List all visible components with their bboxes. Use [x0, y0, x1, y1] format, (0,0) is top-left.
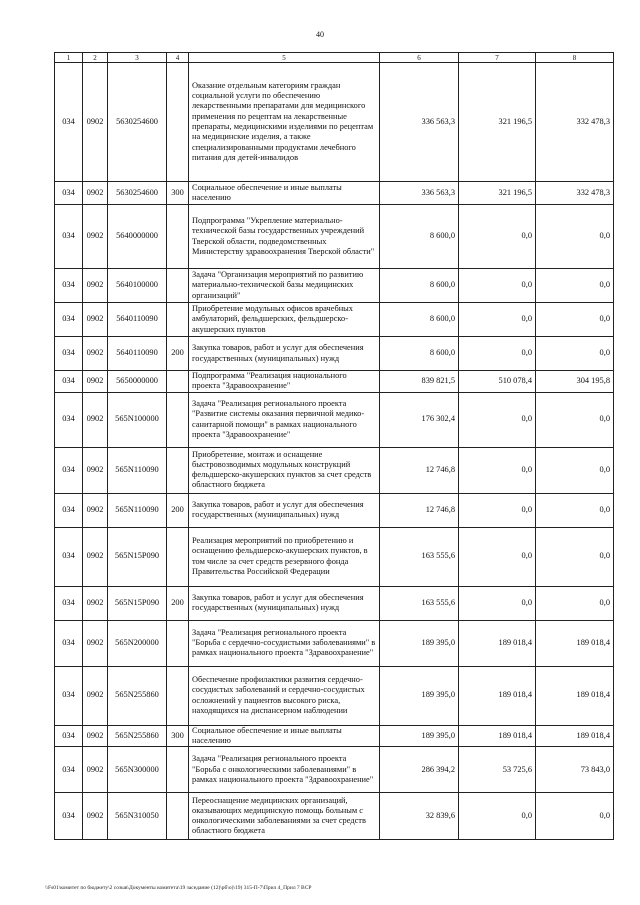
ministry-code-cell: 034 — [55, 527, 83, 586]
ministry-code-cell: 034 — [55, 303, 83, 337]
target-article-cell: 5630254600 — [108, 182, 167, 205]
section-code-cell: 0902 — [83, 586, 108, 620]
amount-year2-cell: 321 196,5 — [459, 63, 536, 182]
amount-year1-cell: 163 555,6 — [380, 586, 459, 620]
description-cell: Переоснащение медицинских организаций, оказывающих медицинскую помощь больным с онкологическими заболеваниями за счет средств областного бюджета — [189, 793, 380, 840]
description-cell: Задача "Организация мероприятий по развитию материально-технической базы медицинских организаций" — [189, 269, 380, 303]
amount-year1-cell: 189 395,0 — [380, 620, 459, 666]
section-code-cell: 0902 — [83, 725, 108, 747]
header-cell: 5 — [189, 53, 380, 63]
amount-year3-cell: 332 478,3 — [536, 63, 614, 182]
target-article-cell: 5640110090 — [108, 303, 167, 337]
header-cell: 6 — [380, 53, 459, 63]
target-article-cell: 565N15P090 — [108, 527, 167, 586]
amount-year2-cell: 0,0 — [459, 793, 536, 840]
expense-type-cell — [167, 303, 189, 337]
table-row — [55, 337, 614, 371]
amount-year3-cell: 0,0 — [536, 337, 614, 371]
amount-year1-cell: 8 600,0 — [380, 303, 459, 337]
target-article-cell: 565N255860 — [108, 666, 167, 725]
amount-year2-cell: 510 078,4 — [459, 371, 536, 393]
expense-type-cell — [167, 666, 189, 725]
amount-year2-cell: 189 018,4 — [459, 666, 536, 725]
table-row — [55, 747, 614, 793]
expense-type-cell — [167, 620, 189, 666]
table-row — [55, 793, 614, 840]
footer-file-path: \\Fs01\комитет по бюджету\2 созыв\Документы комитета\19 заседание (12)\рб\о)\19) 315-П-7\Прил 4_Прил 7 ВСР — [45, 885, 312, 891]
expense-type-cell — [167, 793, 189, 840]
amount-year2-cell: 321 196,5 — [459, 182, 536, 205]
expense-type-cell — [167, 527, 189, 586]
description-cell: Задача "Реализация регионального проекта "Борьба с сердечно-сосудистыми заболеваниями" в рамках национального проекта "Здравоохранение" — [189, 620, 380, 666]
description-cell: Обеспечение профилактики развития сердечно-сосудистых заболеваний и сердечно-сосудистых осложнений у пациентов высокого риска, находящихся на диспансерном наблюдении — [189, 666, 380, 725]
target-article-cell: 5640100000 — [108, 269, 167, 303]
ministry-code-cell: 034 — [55, 392, 83, 447]
description-cell: Приобретение, монтаж и оснащение быстровозводимых модульных конструкций фельдшерско-акушерских пунктов за счет средств областного бюджета — [189, 447, 380, 493]
description-cell: Закупка товаров, работ и услуг для обеспечения государственных (муниципальных) нужд — [189, 337, 380, 371]
section-code-cell: 0902 — [83, 793, 108, 840]
target-article-cell: 565N255860 — [108, 725, 167, 747]
header-cell: 4 — [167, 53, 189, 63]
amount-year1-cell: 12 746,8 — [380, 447, 459, 493]
table-row — [55, 527, 614, 586]
description-cell: Закупка товаров, работ и услуг для обеспечения государственных (муниципальных) нужд — [189, 493, 380, 527]
expense-type-cell — [167, 747, 189, 793]
description-cell: Реализация мероприятий по приобретению и оснащению фельдшерско-акушерских пунктов, в том числе за счет средств резервного фонда Правительства Российской Федерации — [189, 527, 380, 586]
description-cell: Социальное обеспечение и иные выплаты населению — [189, 725, 380, 747]
expense-type-cell — [167, 447, 189, 493]
amount-year3-cell: 189 018,4 — [536, 620, 614, 666]
header-cell: 3 — [108, 53, 167, 63]
target-article-cell: 5650000000 — [108, 371, 167, 393]
amount-year1-cell: 8 600,0 — [380, 205, 459, 269]
amount-year2-cell: 0,0 — [459, 527, 536, 586]
amount-year1-cell: 286 394,2 — [380, 747, 459, 793]
section-code-cell: 0902 — [83, 620, 108, 666]
ministry-code-cell: 034 — [55, 666, 83, 725]
amount-year3-cell: 189 018,4 — [536, 666, 614, 725]
amount-year3-cell: 0,0 — [536, 793, 614, 840]
page-number: 40 — [316, 30, 324, 39]
amount-year1-cell: 336 563,3 — [380, 182, 459, 205]
table-row — [55, 586, 614, 620]
description-cell: Социальное обеспечение и иные выплаты населению — [189, 182, 380, 205]
description-cell: Закупка товаров, работ и услуг для обеспечения государственных (муниципальных) нужд — [189, 586, 380, 620]
amount-year1-cell: 8 600,0 — [380, 337, 459, 371]
amount-year1-cell: 12 746,8 — [380, 493, 459, 527]
expense-type-cell: 300 — [167, 182, 189, 205]
section-code-cell: 0902 — [83, 747, 108, 793]
amount-year2-cell: 189 018,4 — [459, 725, 536, 747]
target-article-cell: 5640110090 — [108, 337, 167, 371]
table-row — [55, 392, 614, 447]
amount-year1-cell: 189 395,0 — [380, 666, 459, 725]
amount-year2-cell: 0,0 — [459, 493, 536, 527]
ministry-code-cell: 034 — [55, 269, 83, 303]
description-cell: Задача "Реализация регионального проекта "Развитие системы оказания первичной медико-санитарной помощи" в рамках национального проекта "Здравоохранение" — [189, 392, 380, 447]
expense-type-cell: 200 — [167, 586, 189, 620]
table-row — [55, 182, 614, 205]
target-article-cell: 565N100000 — [108, 392, 167, 447]
section-code-cell: 0902 — [83, 205, 108, 269]
table-row — [55, 269, 614, 303]
target-article-cell: 565N15P090 — [108, 586, 167, 620]
expense-type-cell: 200 — [167, 493, 189, 527]
section-code-cell: 0902 — [83, 371, 108, 393]
expense-type-cell: 300 — [167, 725, 189, 747]
amount-year1-cell: 163 555,6 — [380, 527, 459, 586]
ministry-code-cell: 034 — [55, 493, 83, 527]
budget-table — [54, 52, 614, 840]
ministry-code-cell: 034 — [55, 620, 83, 666]
amount-year3-cell: 0,0 — [536, 527, 614, 586]
header-cell: 1 — [55, 53, 83, 63]
amount-year3-cell: 0,0 — [536, 205, 614, 269]
amount-year2-cell: 0,0 — [459, 269, 536, 303]
ministry-code-cell: 034 — [55, 586, 83, 620]
table-row — [55, 303, 614, 337]
header-cell: 7 — [459, 53, 536, 63]
table-header-row — [55, 53, 614, 63]
amount-year3-cell: 73 843,0 — [536, 747, 614, 793]
amount-year2-cell: 0,0 — [459, 392, 536, 447]
description-cell: Приобретение модульных офисов врачебных амбулаторий, фельдшерских, фельдшерско-акушерских пунктов — [189, 303, 380, 337]
target-article-cell: 565N300000 — [108, 747, 167, 793]
amount-year3-cell: 0,0 — [536, 493, 614, 527]
amount-year3-cell: 332 478,3 — [536, 182, 614, 205]
amount-year1-cell: 189 395,0 — [380, 725, 459, 747]
table-row — [55, 620, 614, 666]
ministry-code-cell: 034 — [55, 725, 83, 747]
amount-year1-cell: 336 563,3 — [380, 63, 459, 182]
ministry-code-cell: 034 — [55, 182, 83, 205]
ministry-code-cell: 034 — [55, 337, 83, 371]
amount-year2-cell: 189 018,4 — [459, 620, 536, 666]
amount-year3-cell: 0,0 — [536, 269, 614, 303]
amount-year1-cell: 8 600,0 — [380, 269, 459, 303]
section-code-cell: 0902 — [83, 63, 108, 182]
description-cell: Подпрограмма "Укрепление материально-технической базы государственных учреждений Тверской области, подведомственных Министерству здравоохранения Тверской области" — [189, 205, 380, 269]
expense-type-cell — [167, 63, 189, 182]
table-row — [55, 493, 614, 527]
target-article-cell: 565N110090 — [108, 447, 167, 493]
section-code-cell: 0902 — [83, 392, 108, 447]
ministry-code-cell: 034 — [55, 205, 83, 269]
section-code-cell: 0902 — [83, 527, 108, 586]
table-row — [55, 447, 614, 493]
target-article-cell: 5640000000 — [108, 205, 167, 269]
amount-year2-cell: 0,0 — [459, 205, 536, 269]
description-cell: Подпрограмма "Реализация национального проекта "Здравоохранение" — [189, 371, 380, 393]
description-cell: Оказание отдельным категориям граждан социальной услуги по обеспечению лекарственными препаратами для медицинского применения по рецептам на лекарственные препараты, медицинскими изделиями по рецептам на медицинские изделия, а также специализированными продуктами лечебного питания для детей-инвалидов — [189, 63, 380, 182]
amount-year3-cell: 189 018,4 — [536, 725, 614, 747]
amount-year1-cell: 839 821,5 — [380, 371, 459, 393]
amount-year2-cell: 0,0 — [459, 337, 536, 371]
target-article-cell: 5630254600 — [108, 63, 167, 182]
target-article-cell: 565N110090 — [108, 493, 167, 527]
amount-year3-cell: 0,0 — [536, 586, 614, 620]
expense-type-cell — [167, 371, 189, 393]
section-code-cell: 0902 — [83, 493, 108, 527]
table-row — [55, 371, 614, 393]
expense-type-cell — [167, 392, 189, 447]
ministry-code-cell: 034 — [55, 747, 83, 793]
amount-year3-cell: 0,0 — [536, 392, 614, 447]
section-code-cell: 0902 — [83, 269, 108, 303]
amount-year3-cell: 0,0 — [536, 447, 614, 493]
ministry-code-cell: 034 — [55, 793, 83, 840]
section-code-cell: 0902 — [83, 303, 108, 337]
amount-year3-cell: 0,0 — [536, 303, 614, 337]
amount-year3-cell: 304 195,8 — [536, 371, 614, 393]
table-row — [55, 666, 614, 725]
amount-year2-cell: 53 725,6 — [459, 747, 536, 793]
table-row — [55, 205, 614, 269]
ministry-code-cell: 034 — [55, 63, 83, 182]
expense-type-cell: 200 — [167, 337, 189, 371]
amount-year2-cell: 0,0 — [459, 586, 536, 620]
amount-year2-cell: 0,0 — [459, 303, 536, 337]
amount-year2-cell: 0,0 — [459, 447, 536, 493]
ministry-code-cell: 034 — [55, 371, 83, 393]
target-article-cell: 565N200000 — [108, 620, 167, 666]
amount-year1-cell: 32 839,6 — [380, 793, 459, 840]
header-cell: 8 — [536, 53, 614, 63]
ministry-code-cell: 034 — [55, 447, 83, 493]
target-article-cell: 565N310050 — [108, 793, 167, 840]
header-cell: 2 — [83, 53, 108, 63]
expense-type-cell — [167, 205, 189, 269]
description-cell: Задача "Реализация регионального проекта "Борьба с онкологическими заболеваниями" в рамках национального проекта "Здравоохранение" — [189, 747, 380, 793]
section-code-cell: 0902 — [83, 182, 108, 205]
section-code-cell: 0902 — [83, 447, 108, 493]
section-code-cell: 0902 — [83, 337, 108, 371]
table-row — [55, 725, 614, 747]
amount-year1-cell: 176 302,4 — [380, 392, 459, 447]
expense-type-cell — [167, 269, 189, 303]
section-code-cell: 0902 — [83, 666, 108, 725]
table-row — [55, 63, 614, 182]
